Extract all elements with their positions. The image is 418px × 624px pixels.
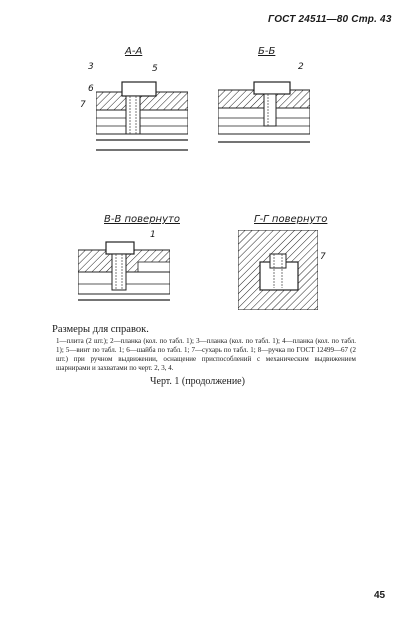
section-bb-drawing xyxy=(218,76,310,150)
notes-title: Размеры для справок. xyxy=(52,324,149,335)
section-aa-title: А-А xyxy=(125,46,143,57)
callout-2: 2 xyxy=(298,62,304,72)
section-vv-title: В-В повернуто xyxy=(104,214,180,225)
notes-legend: 1—плита (2 шт.); 2—планка (кол. по табл. 1); 3—планка (кол. по табл. 1); 4—планка (кол. по табл. 1); 5—винт по табл. 1; 6—шайба по табл. 1; 7—сухарь по табл. 1; 8—ручка по ГОСТ 12499—67 (2 шт.) при ручном выдвижении, оснащение приспособлений с механическим выдвижением шарнирами и захватами по черт. 2, 3, 4. xyxy=(56,337,356,372)
section-vv-drawing xyxy=(78,236,170,310)
section-gg-drawing xyxy=(238,230,318,310)
callout-6: 6 xyxy=(88,84,94,94)
page-number: 45 xyxy=(374,590,386,601)
callout-7b: 7 xyxy=(320,252,326,262)
section-bb-title: Б-Б xyxy=(258,46,276,57)
page-header: ГОСТ 24511—80 Стр. 43 xyxy=(268,14,392,25)
section-gg-title: Г-Г повернуто xyxy=(254,214,328,225)
callout-7: 7 xyxy=(80,100,86,110)
figure-caption: Черт. 1 (продолжение) xyxy=(150,376,245,387)
callout-3: 3 xyxy=(88,62,94,72)
section-aa-drawing xyxy=(96,78,188,154)
callout-5: 5 xyxy=(152,64,158,74)
callout-1: 1 xyxy=(150,230,156,240)
